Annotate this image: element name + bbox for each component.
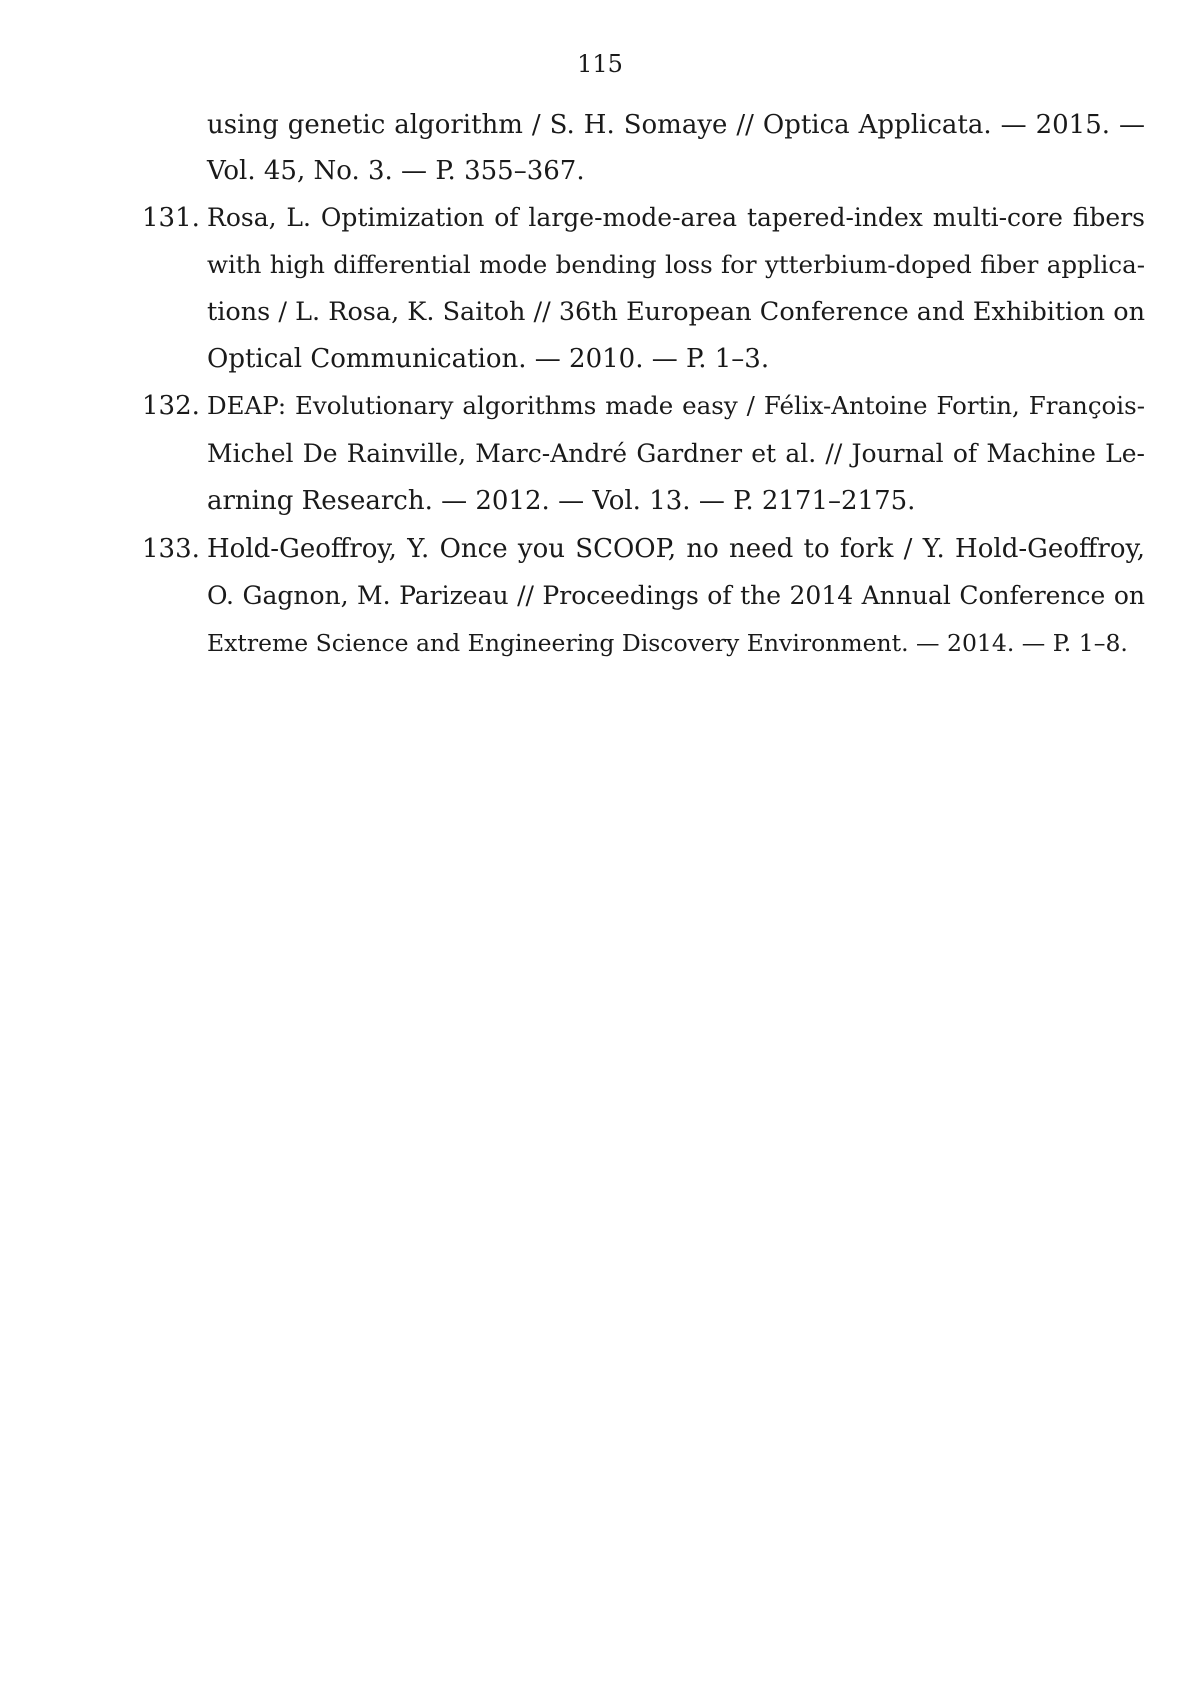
reference-132-number: 132. (142, 391, 200, 421)
reference-131-number: 131. (142, 203, 200, 233)
page-number: 115 (577, 50, 623, 78)
reference-132-line-1: DEAP: Evolutionary algorithms made easy / Félix-Antoine Fortin, François- (207, 391, 1145, 420)
continuation-line-1: using genetic algorithm / S. H. Somaye // Optica Applicata. — 2015. — (207, 110, 1145, 140)
reference-132-line-3: arning Research. — 2012. — Vol. 13. — P. 2171–2175. (207, 486, 916, 516)
reference-132-line-2: Michel De Rainville, Marc-André Gardner et al. // Journal of Machine Le- (207, 439, 1145, 468)
reference-131-line-4: Optical Communication. — 2010. — P. 1–3. (207, 344, 770, 374)
reference-131-line-3: tions / L. Rosa, K. Saitoh // 36th European Conference and Exhibition on (207, 297, 1145, 327)
reference-133-number: 133. (142, 534, 200, 564)
reference-133-line-1: Hold-Geoffroy, Y. Once you SCOOP, no need to fork / Y. Hold-Geoffroy, (207, 534, 1145, 564)
reference-131-line-1: Rosa, L. Optimization of large-mode-area tapered-index multi-core fibers (207, 203, 1145, 232)
reference-133-line-3: Extreme Science and Engineering Discovery Environment. — 2014. — P. 1–8. (207, 629, 1128, 657)
continuation-line-2: Vol. 45, No. 3. — P. 355–367. (207, 156, 585, 186)
reference-131-line-2: with high differential mode bending loss for ytterbium-doped fiber applica- (207, 250, 1145, 279)
reference-133-line-2: O. Gagnon, M. Parizeau // Proceedings of the 2014 Annual Conference on (207, 581, 1145, 610)
